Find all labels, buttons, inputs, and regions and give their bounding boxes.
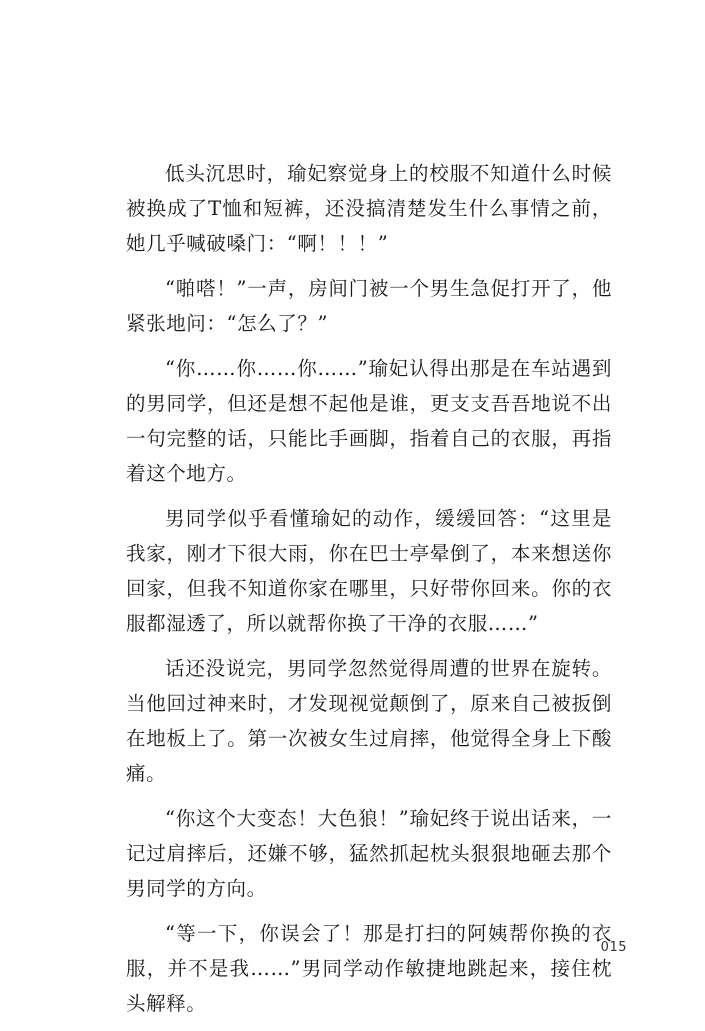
paragraph-3: “你……你……你……”瑜妃认得出那是在车站遇到的男同学，但还是想不起他是谁，更支支吾吾地说不出一句完整的话，只能比手画脚，指着自己的衣服，再指着这个地方。 <box>126 357 612 485</box>
paragraph-5: 话还没说完，男同学忽然觉得周遭的世界在旋转。当他回过神来时，才发现视觉颠倒了，原来自己被扳倒在地板上了。第一次被女生过肩摔，他觉得全身上下酸痛。 <box>126 657 612 785</box>
paragraph-7: “等一下，你误会了！那是打扫的阿姨帮你换的衣服，并不是我……”男同学动作敏捷地跳起来，接住枕头解释。 <box>126 922 612 1015</box>
paragraph-2: “啪嗒！”一声，房间门被一个男生急促打开了，他紧张地问：“怎么了？” <box>126 277 612 335</box>
body-text <box>126 156 612 1031</box>
paragraph-1: 低头沉思时，瑜妃察觉身上的校服不知道什么时候被换成了T恤和短裤，还没搞清楚发生什么事情之前，她几乎喊破嗓门：“啊！！！” <box>126 162 612 255</box>
page-number: 015 <box>600 940 627 955</box>
paragraph-4: 男同学似乎看懂瑜妃的动作，缓缓回答：“这里是我家，刚才下很大雨，你在巴士亭晕倒了，本来想送你回家，但我不知道你家在哪里，只好带你回来。你的衣服都湿透了，所以就帮你换了干净的衣服……” <box>126 507 612 635</box>
paragraph-6: “你这个大变态！大色狼！”瑜妃终于说出话来，一记过肩摔后，还嫌不够，猛然抓起枕头狠狠地砸去那个男同学的方向。 <box>126 807 612 900</box>
